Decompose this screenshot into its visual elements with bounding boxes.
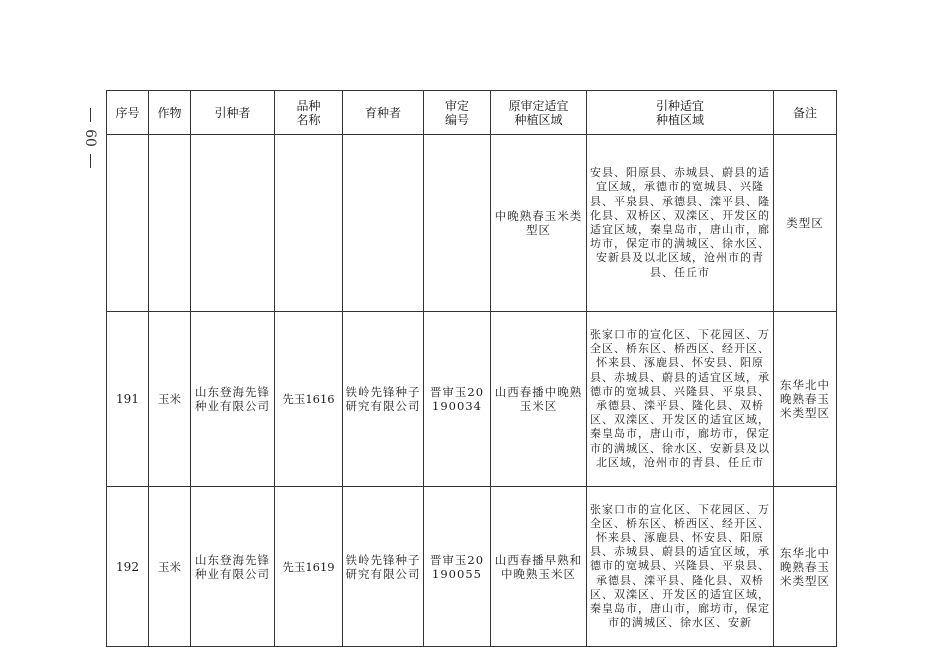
cell-approval-no: 晋审玉20190034 [424, 312, 491, 487]
variety-table [106, 90, 837, 647]
cell-approval-no: 晋审玉20190055 [424, 487, 491, 647]
cell-breeder: 铁岭先锋种子研究有限公司 [343, 312, 424, 487]
cell-note: 类型区 [774, 135, 837, 312]
cell-orig-area: 山西春播中晚熟玉米区 [491, 312, 587, 487]
table-row [107, 312, 837, 487]
cell-variety: 先玉1616 [275, 312, 343, 487]
cell-note: 东华北中晚熟春玉米类型区 [774, 312, 837, 487]
cell-note: 东华北中晚熟春玉米类型区 [774, 487, 837, 647]
cell-introducer [191, 135, 275, 312]
cell-intro-area: 张家口市的宣化区、下花园区、万全区、桥东区、桥西区、经开区、怀来县、涿鹿县、怀安县、阳原县、赤城县、蔚县的适宜区域，承德市的宽城县、兴隆县、平泉县、承德县、滦平县、隆化县、双桥区、双滦区、开发区的适宜区域，秦皇岛市，唐山市，廊坊市，保定市的满城区、徐水区、安新 [587, 487, 774, 647]
cell-approval-no [424, 135, 491, 312]
cell-no: 191 [107, 312, 149, 487]
cell-intro-area: 张家口市的宣化区、下花园区、万全区、桥东区、桥西区、经开区、怀来县、涿鹿县、怀安县、阳原县、赤城县、蔚县的适宜区域，承德市的宽城县、兴隆县、平泉县、承德县、滦平县、隆化县、双桥区、双滦区、开发区的适宜区域，秦皇岛市，唐山市，廊坊市，保定市的满城区、徐水区、安新县及以北区域，沧州市的青县、任丘市 [587, 312, 774, 487]
cell-orig-area: 山西春播早熟和中晚熟玉米区 [491, 487, 587, 647]
cell-variety [275, 135, 343, 312]
header-breeder: 育种者 [343, 91, 424, 135]
cell-intro-area: 安县、阳原县、赤城县、蔚县的适宜区域，承德市的宽城县、兴隆县、平泉县、承德县、滦平县、隆化县、双桥区、双滦区、开发区的适宜区域，秦皇岛市，唐山市，廊坊市，保定市的满城区、徐水区、安新县及以北区域，沧州市的青县、任丘市 [587, 135, 774, 312]
header-no: 序号 [107, 91, 149, 135]
header-orig-area: 原审定适宜 种植区域 [491, 91, 587, 135]
header-introducer: 引种者 [191, 91, 275, 135]
cell-crop: 玉米 [149, 312, 191, 487]
cell-no: 192 [107, 487, 149, 647]
cell-introducer: 山东登海先锋种业有限公司 [191, 312, 275, 487]
header-variety: 品种 名称 [275, 91, 343, 135]
cell-introducer: 山东登海先锋种业有限公司 [191, 487, 275, 647]
header-crop: 作物 [149, 91, 191, 135]
header-approval-no: 审定 编号 [424, 91, 491, 135]
cell-crop [149, 135, 191, 312]
page-number-dash-bottom [90, 154, 91, 168]
cell-variety: 先玉1619 [275, 487, 343, 647]
cell-orig-area: 中晚熟春玉米类型区 [491, 135, 587, 312]
cell-crop: 玉米 [149, 487, 191, 647]
cell-breeder: 铁岭先锋种子研究有限公司 [343, 487, 424, 647]
table-row [107, 135, 837, 312]
header-intro-area: 引种适宜 种植区域 [587, 91, 774, 135]
table-row [107, 487, 837, 647]
page-number-dash-top [90, 108, 91, 122]
page-number [78, 108, 102, 188]
page-number-text: 60 [81, 129, 98, 147]
header-note: 备注 [774, 91, 837, 135]
table-header-row [107, 91, 837, 135]
cell-no [107, 135, 149, 312]
cell-breeder [343, 135, 424, 312]
